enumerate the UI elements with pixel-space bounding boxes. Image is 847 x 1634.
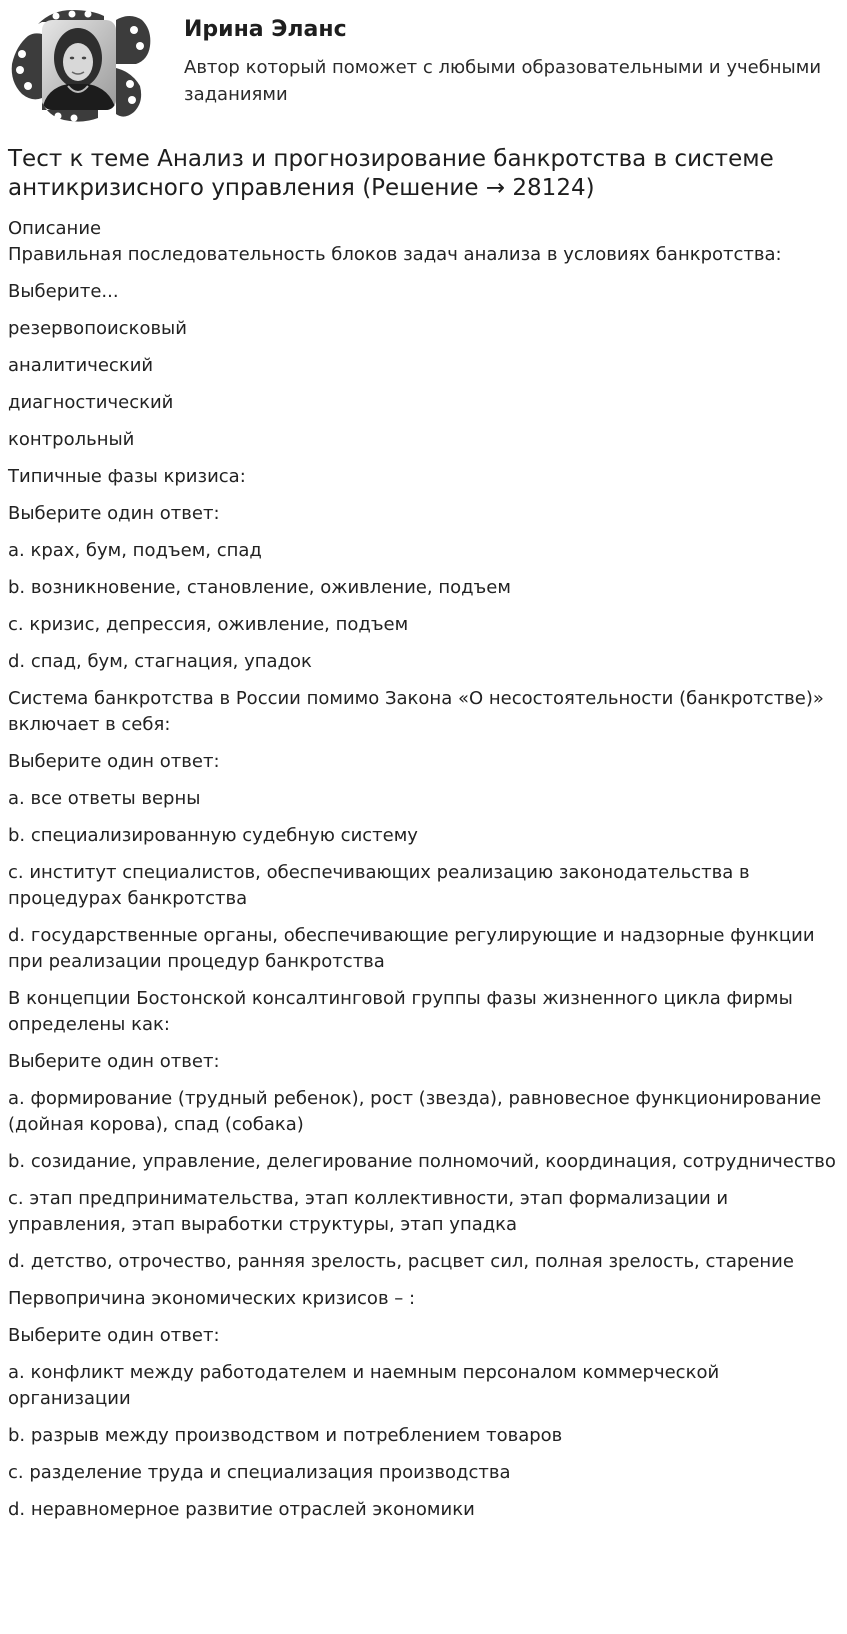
answer-option[interactable]: d. неравномерное развитие отраслей экономики [8, 1499, 475, 1520]
answer-option[interactable]: a. все ответы верны [8, 788, 201, 809]
answer-option[interactable]: аналитический [8, 355, 154, 376]
answer-option[interactable]: a. конфликт между работодателем и наемным персоналом коммерческой организации [8, 1362, 720, 1409]
avatar [8, 6, 152, 124]
answer-option[interactable]: b. разрыв между производством и потреблением товаров [8, 1425, 563, 1446]
select-prompt: Выберите один ответ: [8, 503, 220, 524]
author-card [8, 6, 838, 124]
answer-option[interactable]: a. формирование (трудный ребенок), рост (звезда), равновесное функционирование (дойная корова), спад (собака) [8, 1088, 822, 1135]
question-block [8, 1286, 838, 1523]
question-block [8, 242, 838, 453]
question-text: Типичные фазы кризиса: [8, 466, 246, 487]
answer-option[interactable]: диагностический [8, 392, 174, 413]
test-content [8, 216, 838, 1534]
select-prompt[interactable]: Выберите... [8, 281, 119, 302]
answer-option[interactable]: c. этап предпринимательства, этап коллективности, этап формализации и управления, этап выработки структуры, этап упадка [8, 1188, 729, 1235]
description-label: Описание [8, 218, 102, 239]
author-description: Автор который поможет с любыми образовательными и учебными заданиями [184, 57, 822, 105]
answer-option[interactable]: c. кризис, депрессия, оживление, подъем [8, 614, 409, 635]
answer-option[interactable]: c. институт специалистов, обеспечивающих реализацию законодательства в процедурах банкротства [8, 862, 750, 909]
page-title: Тест к теме Анализ и прогнозирование банкротства в системе антикризисного управления (Решение → 28124) [8, 146, 774, 201]
select-prompt: Выберите один ответ: [8, 1051, 220, 1072]
answer-option[interactable]: a. крах, бум, подъем, спад [8, 540, 262, 561]
question-text: Правильная последовательность блоков задач анализа в условиях банкротства: [8, 244, 782, 265]
answer-option[interactable]: d. детство, отрочество, ранняя зрелость, расцвет сил, полная зрелость, старение [8, 1251, 794, 1272]
question-text: В концепции Бостонской консалтинговой группы фазы жизненного цикла фирмы определены как: [8, 988, 793, 1035]
answer-option[interactable]: d. государственные органы, обеспечивающие регулирующие и надзорные функции при реализации процедур банкротства [8, 925, 815, 972]
answer-option[interactable]: b. созидание, управление, делегирование полномочий, координация, сотрудничество [8, 1151, 836, 1172]
question-text: Первопричина экономических кризисов – : [8, 1288, 416, 1309]
select-prompt: Выберите один ответ: [8, 1325, 220, 1346]
question-block [8, 686, 838, 975]
author-name[interactable]: Ирина Эланс [184, 17, 347, 42]
question-block [8, 464, 838, 675]
answer-option[interactable]: b. возникновение, становление, оживление, подъем [8, 577, 511, 598]
question-text: Система банкротства в России помимо Закона «О несостоятельности (банкротстве)» включает в себя: [8, 688, 824, 735]
question-block [8, 986, 838, 1275]
answer-option[interactable]: b. специализированную судебную систему [8, 825, 418, 846]
film-reel-frame-icon [8, 6, 152, 124]
answer-option[interactable]: резервопоисковый [8, 318, 187, 339]
answer-option[interactable]: c. разделение труда и специализация производства [8, 1462, 511, 1483]
answer-option[interactable]: d. спад, бум, стагнация, упадок [8, 651, 312, 672]
select-prompt: Выберите один ответ: [8, 751, 220, 772]
answer-option[interactable]: контрольный [8, 429, 135, 450]
